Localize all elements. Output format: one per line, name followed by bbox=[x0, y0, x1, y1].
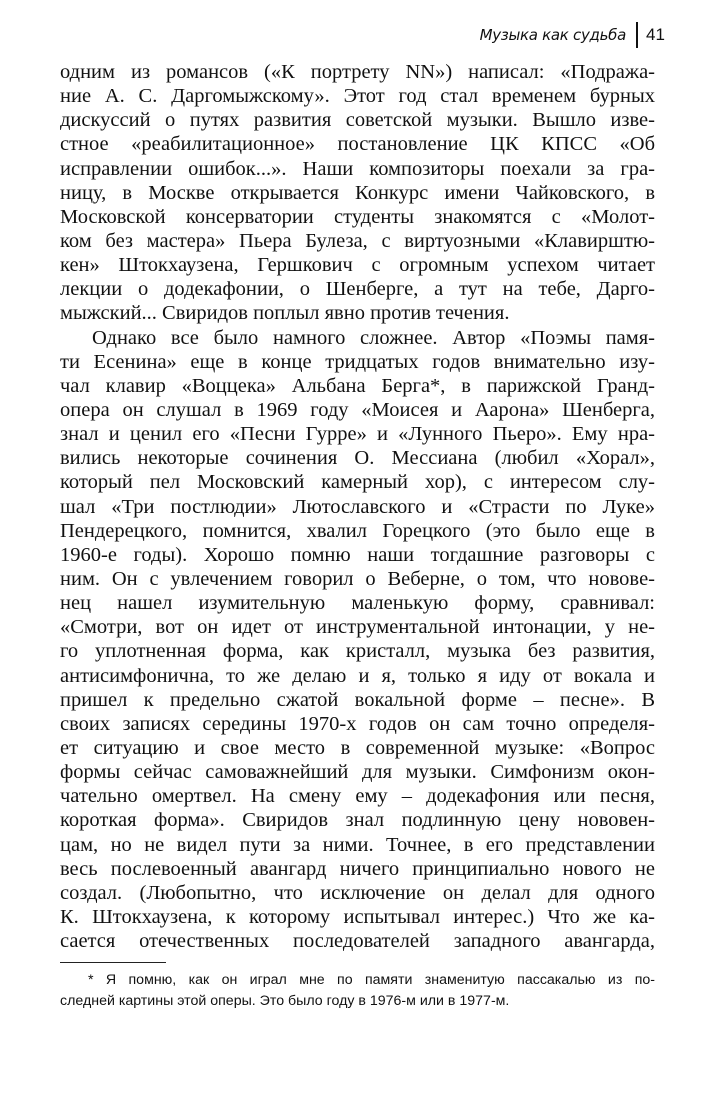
text-line: цам, но не видел пути за ними. Точнее, в его представлении bbox=[60, 833, 655, 856]
text-line: К. Штокхаузена, к которому испытывал интерес.) Что же ка- bbox=[60, 905, 655, 928]
text-line: го уплотненная форма, как кристалл, музыка без развития, bbox=[60, 640, 655, 663]
text-line: вились некоторые сочинения О. Мессиана (любил «Хорал», bbox=[60, 447, 655, 470]
text-line: сается отечественных последователей западного авангарда, bbox=[60, 930, 655, 953]
text-line: лекции о додекафонии, о Шенберге, а тут на тебе, Дарго- bbox=[60, 278, 655, 301]
text-line: ти Есенина» еще в конце тридцатых годов внимательно изу- bbox=[60, 350, 655, 373]
text-line: ние А. С. Даргомыжскому». Этот год стал временем бурных bbox=[60, 85, 655, 108]
text-line: чал клавир «Воццека» Альбана Берга*, в парижской Гранд- bbox=[60, 374, 655, 397]
text-line: шал «Три постлюдии» Лютославского и «Страсти по Луке» bbox=[60, 495, 655, 518]
text-line: Пендерецкого, помнится, хвалил Горецкого (это было еще в bbox=[60, 519, 655, 542]
text-line: 1960-е годы). Хорошо помню наши тогдашние разговоры с bbox=[60, 543, 655, 566]
text-line: стное «реабилитационное» постановление ЦК КПСС «Об bbox=[60, 133, 655, 156]
text-line: «Смотри, вот он идет от инструментальной интонации, у не- bbox=[60, 616, 655, 639]
text-line: Однако все было намного сложнее. Автор «Поэмы памя- bbox=[92, 326, 655, 349]
text-line: дискуссий о путях развития советской музыки. Вышло изве- bbox=[60, 109, 655, 132]
text-line: который пел Московский камерный хор), с интересом слу- bbox=[60, 471, 655, 494]
page-number: 41 bbox=[646, 25, 665, 44]
text-line: опера он слушал в 1969 году «Моисея и Аарона» Шенберга, bbox=[60, 398, 655, 421]
running-title: Музыка как судьба bbox=[479, 26, 626, 44]
text-line: кен» Штокхаузена, Гершкович с огромным успехом читает bbox=[60, 254, 655, 277]
text-line: ним. Он с увлечением говорил о Веберне, о том, что нововe- bbox=[60, 567, 655, 590]
text-line: ет ситуацию и свое место в современной музыке: «Вопрос bbox=[60, 736, 655, 759]
body-text bbox=[60, 60, 655, 953]
footnote-divider bbox=[60, 962, 166, 963]
text-line: мыжский... Свиридов поплыл явно против течения. bbox=[60, 302, 510, 325]
footnote-line: * Я помню, как он играл мне по памяти знаменитую пассакалью из по- bbox=[88, 972, 655, 988]
text-line: антисимфонична, то же делаю и я, только я иду от вокала и bbox=[60, 664, 655, 687]
text-line: формы сейчас самоважнейший для музыки. Симфонизм окон- bbox=[60, 761, 655, 784]
footnote bbox=[60, 970, 655, 1012]
text-line: создал. (Любопытно, что исключение он делал для одного bbox=[60, 881, 655, 904]
text-line: чательно омертвел. На смену ему – додекафония или песня, bbox=[60, 785, 655, 808]
footnote-line: следней картины этой оперы. Это было году в 1976-м или в 1977-м. bbox=[60, 993, 510, 1009]
text-line: одним из романсов («К портрету NN») написал: «Подража- bbox=[60, 61, 655, 83]
text-line: весь послевоенный авангард ничего принципиально нового не bbox=[60, 857, 655, 880]
text-line: своих записях середины 1970-х годов он сам точно определя- bbox=[60, 712, 655, 735]
text-line: исправлении ошибок...». Наши композиторы поехали за гра- bbox=[60, 157, 655, 180]
text-line: Московской консерватории студенты знакомятся с «Молот- bbox=[60, 205, 655, 228]
text-line: ком без мастера» Пьера Булеза, с виртуозными «Клавирштю- bbox=[60, 229, 655, 252]
text-line: короткая форма». Свиридов знал подлинную цену нововен- bbox=[60, 809, 655, 832]
text-line: ницу, в Москве открывается Конкурс имени Чайковского, в bbox=[60, 181, 655, 204]
running-header bbox=[360, 22, 670, 48]
text-line: знал и ценил его «Песни Гурре» и «Лунного Пьеро». Ему нра- bbox=[60, 423, 655, 446]
text-line: нец нашел изумительную маленькую форму, сравнивал: bbox=[60, 592, 655, 615]
text-line: пришел к предельно сжатой вокальной форме – песне». В bbox=[60, 688, 655, 711]
